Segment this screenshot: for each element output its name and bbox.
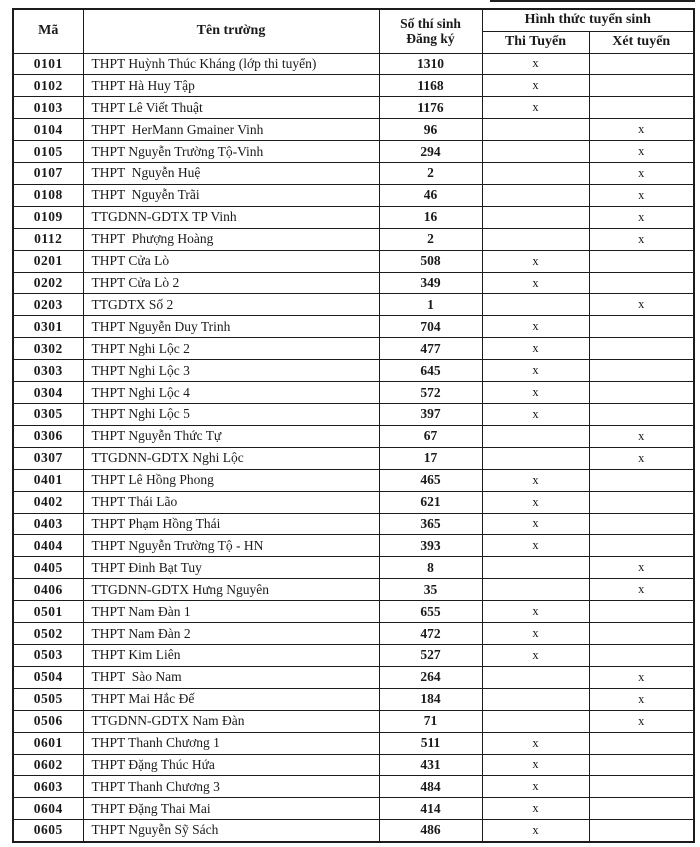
school-name-cell: THPT Lê Hồng Phong bbox=[83, 469, 379, 491]
selection-mark-cell: x bbox=[589, 206, 694, 228]
exam-mark-cell bbox=[482, 425, 589, 447]
school-name-cell: THPT Thanh Chương 3 bbox=[83, 776, 379, 798]
exam-mark-cell: x bbox=[482, 404, 589, 426]
school-name-cell: THPT Nghi Lộc 2 bbox=[83, 338, 379, 360]
exam-mark-cell bbox=[482, 447, 589, 469]
candidates-count-cell: 572 bbox=[379, 382, 482, 404]
code-cell: 0307 bbox=[13, 447, 83, 469]
code-cell: 0104 bbox=[13, 119, 83, 141]
exam-mark-cell: x bbox=[482, 820, 589, 842]
selection-mark-cell bbox=[589, 272, 694, 294]
exam-mark-cell: x bbox=[482, 272, 589, 294]
header-code: Mã bbox=[13, 9, 83, 53]
school-name-cell: TTGDNN-GDTX Hưng Nguyên bbox=[83, 579, 379, 601]
code-cell: 0301 bbox=[13, 316, 83, 338]
header-candidates bbox=[379, 9, 482, 53]
code-cell: 0202 bbox=[13, 272, 83, 294]
exam-mark-cell: x bbox=[482, 250, 589, 272]
candidates-count-cell: 645 bbox=[379, 360, 482, 382]
code-cell: 0102 bbox=[13, 75, 83, 97]
exam-mark-cell: x bbox=[482, 382, 589, 404]
code-cell: 0203 bbox=[13, 294, 83, 316]
code-cell: 0404 bbox=[13, 535, 83, 557]
exam-mark-cell: x bbox=[482, 338, 589, 360]
table-row bbox=[13, 798, 694, 820]
school-name-cell: TTGDNN-GDTX Nam Đàn bbox=[83, 710, 379, 732]
candidates-count-cell: 8 bbox=[379, 557, 482, 579]
exam-mark-cell: x bbox=[482, 513, 589, 535]
table-row bbox=[13, 119, 694, 141]
candidates-count-cell: 1310 bbox=[379, 53, 482, 75]
candidates-count-cell: 2 bbox=[379, 163, 482, 185]
code-cell: 0604 bbox=[13, 798, 83, 820]
selection-mark-cell bbox=[589, 754, 694, 776]
exam-mark-cell bbox=[482, 579, 589, 601]
code-cell: 0201 bbox=[13, 250, 83, 272]
code-cell: 0502 bbox=[13, 623, 83, 645]
code-cell: 0109 bbox=[13, 206, 83, 228]
code-cell: 0406 bbox=[13, 579, 83, 601]
table-row bbox=[13, 294, 694, 316]
exam-mark-cell: x bbox=[482, 491, 589, 513]
header-exam: Thi Tuyển bbox=[482, 31, 589, 53]
school-admission-table-wrap bbox=[12, 8, 693, 843]
exam-mark-cell bbox=[482, 557, 589, 579]
school-name-cell: THPT Nguyễn Thức Tự bbox=[83, 425, 379, 447]
table-row bbox=[13, 754, 694, 776]
candidates-count-cell: 477 bbox=[379, 338, 482, 360]
code-cell: 0306 bbox=[13, 425, 83, 447]
school-admission-table bbox=[12, 8, 695, 843]
table-row bbox=[13, 776, 694, 798]
selection-mark-cell bbox=[589, 623, 694, 645]
candidates-count-cell: 1 bbox=[379, 294, 482, 316]
selection-mark-cell bbox=[589, 491, 694, 513]
code-cell: 0107 bbox=[13, 163, 83, 185]
school-name-cell: THPT Nguyễn Duy Trinh bbox=[83, 316, 379, 338]
selection-mark-cell: x bbox=[589, 579, 694, 601]
table-row bbox=[13, 184, 694, 206]
code-cell: 0505 bbox=[13, 688, 83, 710]
candidates-count-cell: 508 bbox=[379, 250, 482, 272]
table-row bbox=[13, 228, 694, 250]
table-row bbox=[13, 316, 694, 338]
selection-mark-cell bbox=[589, 644, 694, 666]
candidates-count-cell: 621 bbox=[379, 491, 482, 513]
school-name-cell: THPT Thái Lão bbox=[83, 491, 379, 513]
candidates-count-cell: 264 bbox=[379, 666, 482, 688]
table-row bbox=[13, 623, 694, 645]
exam-mark-cell: x bbox=[482, 75, 589, 97]
exam-mark-cell bbox=[482, 294, 589, 316]
school-name-cell: THPT Phạm Hồng Thái bbox=[83, 513, 379, 535]
school-name-cell: TTGDNN-GDTX TP Vinh bbox=[83, 206, 379, 228]
code-cell: 0101 bbox=[13, 53, 83, 75]
selection-mark-cell bbox=[589, 316, 694, 338]
table-row bbox=[13, 206, 694, 228]
candidates-count-cell: 393 bbox=[379, 535, 482, 557]
selection-mark-cell bbox=[589, 732, 694, 754]
code-cell: 0105 bbox=[13, 141, 83, 163]
school-name-cell: THPT Đinh Bạt Tuy bbox=[83, 557, 379, 579]
selection-mark-cell bbox=[589, 776, 694, 798]
table-row bbox=[13, 491, 694, 513]
candidates-count-cell: 511 bbox=[379, 732, 482, 754]
table-row bbox=[13, 53, 694, 75]
candidates-count-cell: 35 bbox=[379, 579, 482, 601]
selection-mark-cell bbox=[589, 820, 694, 842]
candidates-count-cell: 349 bbox=[379, 272, 482, 294]
selection-mark-cell bbox=[589, 513, 694, 535]
table-row bbox=[13, 97, 694, 119]
school-name-cell: THPT Cửa Lò bbox=[83, 250, 379, 272]
school-name-cell: THPT Sào Nam bbox=[83, 666, 379, 688]
exam-mark-cell: x bbox=[482, 469, 589, 491]
exam-mark-cell: x bbox=[482, 53, 589, 75]
exam-mark-cell bbox=[482, 206, 589, 228]
exam-mark-cell: x bbox=[482, 732, 589, 754]
code-cell: 0304 bbox=[13, 382, 83, 404]
code-cell: 0103 bbox=[13, 97, 83, 119]
selection-mark-cell bbox=[589, 382, 694, 404]
header-row-top bbox=[13, 9, 694, 31]
code-cell: 0303 bbox=[13, 360, 83, 382]
exam-mark-cell: x bbox=[482, 623, 589, 645]
school-name-cell: THPT HerMann Gmainer Vinh bbox=[83, 119, 379, 141]
school-name-cell: THPT Đặng Thúc Hứa bbox=[83, 754, 379, 776]
selection-mark-cell: x bbox=[589, 294, 694, 316]
exam-mark-cell: x bbox=[482, 97, 589, 119]
exam-mark-cell: x bbox=[482, 316, 589, 338]
exam-mark-cell: x bbox=[482, 644, 589, 666]
table-row bbox=[13, 382, 694, 404]
selection-mark-cell bbox=[589, 53, 694, 75]
selection-mark-cell bbox=[589, 601, 694, 623]
candidates-count-cell: 67 bbox=[379, 425, 482, 447]
school-name-cell: THPT Huỳnh Thúc Kháng (lớp thi tuyển) bbox=[83, 53, 379, 75]
selection-mark-cell: x bbox=[589, 666, 694, 688]
exam-mark-cell bbox=[482, 688, 589, 710]
selection-mark-cell: x bbox=[589, 141, 694, 163]
school-name-cell: THPT Nghi Lộc 3 bbox=[83, 360, 379, 382]
table-row bbox=[13, 272, 694, 294]
school-name-cell: THPT Nam Đàn 1 bbox=[83, 601, 379, 623]
candidates-count-cell: 1168 bbox=[379, 75, 482, 97]
selection-mark-cell bbox=[589, 360, 694, 382]
code-cell: 0401 bbox=[13, 469, 83, 491]
candidates-count-cell: 16 bbox=[379, 206, 482, 228]
table-row bbox=[13, 666, 694, 688]
candidates-count-cell: 365 bbox=[379, 513, 482, 535]
table-row bbox=[13, 360, 694, 382]
table-row bbox=[13, 644, 694, 666]
exam-mark-cell: x bbox=[482, 360, 589, 382]
code-cell: 0305 bbox=[13, 404, 83, 426]
school-name-cell: THPT Nam Đàn 2 bbox=[83, 623, 379, 645]
selection-mark-cell: x bbox=[589, 184, 694, 206]
selection-mark-cell: x bbox=[589, 163, 694, 185]
table-row bbox=[13, 513, 694, 535]
code-cell: 0403 bbox=[13, 513, 83, 535]
school-name-cell: THPT Nguyễn Sỹ Sách bbox=[83, 820, 379, 842]
selection-mark-cell: x bbox=[589, 447, 694, 469]
code-cell: 0503 bbox=[13, 644, 83, 666]
code-cell: 0302 bbox=[13, 338, 83, 360]
exam-mark-cell bbox=[482, 228, 589, 250]
candidates-count-cell: 96 bbox=[379, 119, 482, 141]
table-row bbox=[13, 425, 694, 447]
code-cell: 0504 bbox=[13, 666, 83, 688]
header-admission-group: Hình thức tuyển sinh bbox=[482, 9, 694, 31]
exam-mark-cell bbox=[482, 666, 589, 688]
candidates-count-cell: 484 bbox=[379, 776, 482, 798]
candidates-count-cell: 704 bbox=[379, 316, 482, 338]
table-row bbox=[13, 688, 694, 710]
school-name-cell: THPT Phượng Hoàng bbox=[83, 228, 379, 250]
code-cell: 0402 bbox=[13, 491, 83, 513]
table-row bbox=[13, 557, 694, 579]
selection-mark-cell: x bbox=[589, 228, 694, 250]
table-row bbox=[13, 535, 694, 557]
header-candidates-line2: Đăng ký bbox=[406, 31, 455, 47]
table-row bbox=[13, 601, 694, 623]
code-cell: 0506 bbox=[13, 710, 83, 732]
school-name-cell: TTGDNN-GDTX Nghi Lộc bbox=[83, 447, 379, 469]
table-row bbox=[13, 710, 694, 732]
selection-mark-cell bbox=[589, 798, 694, 820]
selection-mark-cell: x bbox=[589, 710, 694, 732]
table-row bbox=[13, 579, 694, 601]
selection-mark-cell: x bbox=[589, 688, 694, 710]
code-cell: 0112 bbox=[13, 228, 83, 250]
school-name-cell: THPT Kim Liên bbox=[83, 644, 379, 666]
exam-mark-cell bbox=[482, 141, 589, 163]
table-row bbox=[13, 820, 694, 842]
exam-mark-cell bbox=[482, 184, 589, 206]
candidates-count-cell: 2 bbox=[379, 228, 482, 250]
selection-mark-cell bbox=[589, 338, 694, 360]
selection-mark-cell bbox=[589, 404, 694, 426]
header-selection: Xét tuyển bbox=[589, 31, 694, 53]
candidates-count-cell: 294 bbox=[379, 141, 482, 163]
code-cell: 0601 bbox=[13, 732, 83, 754]
candidates-count-cell: 655 bbox=[379, 601, 482, 623]
selection-mark-cell bbox=[589, 75, 694, 97]
header-school-name: Tên trường bbox=[83, 9, 379, 53]
code-cell: 0603 bbox=[13, 776, 83, 798]
header-candidates-line1: Số thí sinh bbox=[400, 15, 461, 31]
exam-mark-cell: x bbox=[482, 776, 589, 798]
exam-mark-cell: x bbox=[482, 601, 589, 623]
code-cell: 0602 bbox=[13, 754, 83, 776]
school-name-cell: THPT Nguyễn Huệ bbox=[83, 163, 379, 185]
table-row bbox=[13, 163, 694, 185]
exam-mark-cell bbox=[482, 163, 589, 185]
school-name-cell: THPT Nguyễn Trường Tộ-Vinh bbox=[83, 141, 379, 163]
table-row bbox=[13, 732, 694, 754]
exam-mark-cell: x bbox=[482, 535, 589, 557]
table-row bbox=[13, 404, 694, 426]
exam-mark-cell bbox=[482, 710, 589, 732]
school-name-cell: THPT Nghi Lộc 5 bbox=[83, 404, 379, 426]
candidates-count-cell: 527 bbox=[379, 644, 482, 666]
candidates-count-cell: 486 bbox=[379, 820, 482, 842]
school-name-cell: THPT Cửa Lò 2 bbox=[83, 272, 379, 294]
candidates-count-cell: 17 bbox=[379, 447, 482, 469]
table-header bbox=[13, 9, 694, 53]
school-name-cell: THPT Nghi Lộc 4 bbox=[83, 382, 379, 404]
school-name-cell: THPT Nguyễn Trãi bbox=[83, 184, 379, 206]
cropped-top-artifact-line bbox=[490, 0, 695, 2]
selection-mark-cell: x bbox=[589, 425, 694, 447]
exam-mark-cell bbox=[482, 119, 589, 141]
table-row bbox=[13, 338, 694, 360]
selection-mark-cell bbox=[589, 250, 694, 272]
candidates-count-cell: 71 bbox=[379, 710, 482, 732]
school-name-cell: THPT Hà Huy Tập bbox=[83, 75, 379, 97]
school-name-cell: THPT Lê Viết Thuật bbox=[83, 97, 379, 119]
selection-mark-cell: x bbox=[589, 557, 694, 579]
table-row bbox=[13, 250, 694, 272]
table-row bbox=[13, 469, 694, 491]
selection-mark-cell bbox=[589, 97, 694, 119]
candidates-count-cell: 431 bbox=[379, 754, 482, 776]
code-cell: 0605 bbox=[13, 820, 83, 842]
code-cell: 0501 bbox=[13, 601, 83, 623]
candidates-count-cell: 472 bbox=[379, 623, 482, 645]
candidates-count-cell: 465 bbox=[379, 469, 482, 491]
code-cell: 0108 bbox=[13, 184, 83, 206]
candidates-count-cell: 397 bbox=[379, 404, 482, 426]
exam-mark-cell: x bbox=[482, 754, 589, 776]
table-row bbox=[13, 141, 694, 163]
table-row bbox=[13, 75, 694, 97]
exam-mark-cell: x bbox=[482, 798, 589, 820]
table-row bbox=[13, 447, 694, 469]
selection-mark-cell bbox=[589, 469, 694, 491]
school-name-cell: THPT Nguyễn Trường Tộ - HN bbox=[83, 535, 379, 557]
school-name-cell: THPT Đặng Thai Mai bbox=[83, 798, 379, 820]
school-name-cell: TTGDTX Số 2 bbox=[83, 294, 379, 316]
candidates-count-cell: 414 bbox=[379, 798, 482, 820]
candidates-count-cell: 184 bbox=[379, 688, 482, 710]
school-name-cell: THPT Mai Hắc Đế bbox=[83, 688, 379, 710]
school-name-cell: THPT Thanh Chương 1 bbox=[83, 732, 379, 754]
table-body bbox=[13, 53, 694, 842]
candidates-count-cell: 1176 bbox=[379, 97, 482, 119]
selection-mark-cell bbox=[589, 535, 694, 557]
selection-mark-cell: x bbox=[589, 119, 694, 141]
candidates-count-cell: 46 bbox=[379, 184, 482, 206]
code-cell: 0405 bbox=[13, 557, 83, 579]
